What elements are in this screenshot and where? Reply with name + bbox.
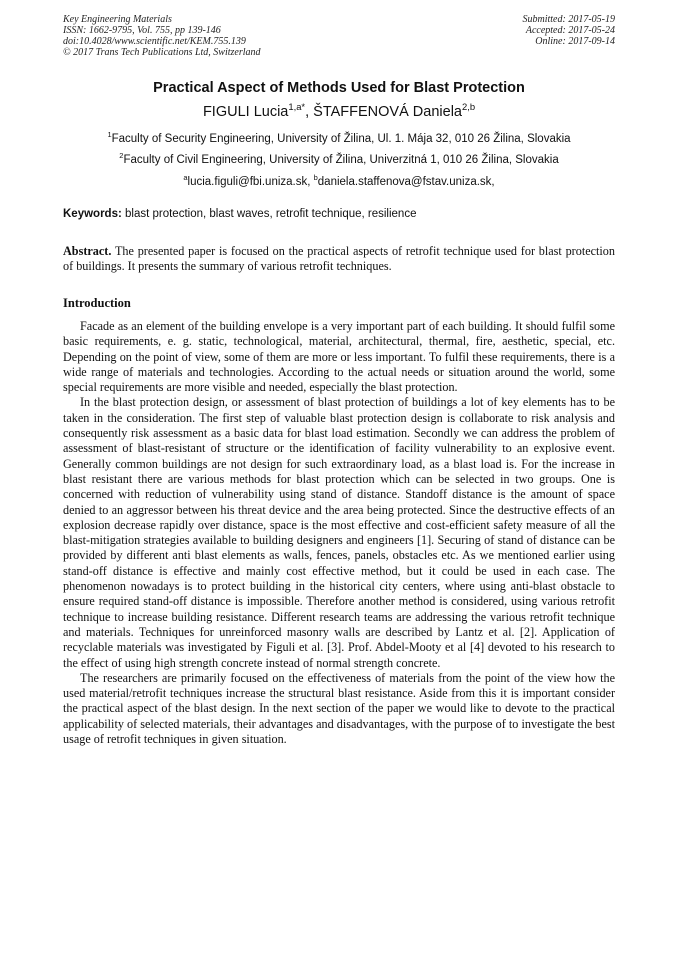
- emails: [0, 173, 678, 188]
- affiliation-2-sup: 2: [119, 151, 124, 161]
- online-date: Online: 2017-09-14: [535, 36, 615, 47]
- email-a-sup: a: [183, 173, 188, 183]
- paragraph: The researchers are primarily focused on the effectiveness of materials from the point of the view how the used material/retrofit techniques increase the structural blast resistance. Aside from this it is important consider the practical aspect of the blast design. In the next section of the paper we would like to devote to the practical applicability of selected materials, their advantages and disadvantages, with the purpose of to investigate the best usage of retrofit techniques in given situation.: [63, 670, 615, 747]
- email-b-sup: b: [313, 173, 318, 183]
- author-2-sup: 2,b: [461, 101, 476, 113]
- abstract-label: Abstract.: [63, 244, 112, 258]
- author-1-sup: 1,a*: [288, 101, 306, 113]
- journal-doi[interactable]: doi:10.4028/www.scientific.net/KEM.755.139: [63, 36, 246, 47]
- author-1: FIGULI Lucia: [202, 104, 289, 120]
- email-b[interactable]: daniela.staffenova@fstav.uniza.sk,: [317, 176, 495, 188]
- keywords-text: blast protection, blast waves, retrofit technique, resilience: [121, 208, 417, 220]
- section-heading-introduction: Introduction: [63, 296, 131, 310]
- affiliation-2-text: Faculty of Civil Engineering, University of Žilina, Univerzitná 1, 010 26 Žilina, Slovakia: [123, 154, 559, 166]
- paper-title: Practical Aspect of Methods Used for Blast Protection: [153, 80, 525, 96]
- affiliation-1-sup: 1: [107, 130, 112, 140]
- journal-issn: ISSN: 1662-9795, Vol. 755, pp 139-146: [63, 25, 221, 36]
- accepted-date: Accepted: 2017-05-24: [525, 25, 615, 36]
- introduction-body: [63, 319, 615, 747]
- paragraph: In the blast protection design, or assessment of blast protection of buildings a lot of key elements has to be taken in the consideration. The first step of valuable blast protection design is collaborate to risk analysis and consequently risk assessment as a basic data for blast load estimation. Secondly we can address the problem of assessment of blast-resistant of structure or the identification of facility vulnerability to an explosive event. Generally common buildings are not design for such extraordinary load, as a blast load is. For the increase in blast resistant there are various methods for blast protection which can be selected in two groups. One is concerned with reduction of vulnerability using stand of distance. Standoff distance is the amount of space denied to an aggressor between his threat device and the area being protected. Since the destructive effects of an explosion decrease rapidly over distance, space is the most effective and cost-efficient safety measure of all the blast-mitigation strategies available to building designers and engineers [1]. Securing of stand of distance can be provided by different anti blast elements as walls, fences, panels, obstacles etc. As we mentioned earlier using stand-off distance is effective and mainly cost effective method, but it could be used in each case. The phenomenon nowadays is to protect building in the historical city centers, where using anti-blast obstacle to ensure required stand-off distance is impossible. Therefore another method is considered, using various retrofit technique to increase building resistance. Different research teams are addressing the various retrofit technique and materials. Techniques for unreinforced masonry walls are described by Lantz et al. [2]. Application of recyclable materials was investigated by Figuli et al. [3]. Prof. Abdel-Mooty et al [4] devoted to his research to the effect of using high strength concrete instead of normal strength concrete.: [63, 395, 615, 670]
- keywords-label: Keywords:: [63, 208, 122, 220]
- email-a[interactable]: lucia.figuli@fbi.uniza.sk,: [187, 176, 314, 188]
- keywords: [63, 208, 623, 220]
- dates-header: [523, 14, 616, 47]
- affiliation-2: [0, 151, 678, 166]
- author-separator: ,: [305, 104, 314, 120]
- affiliation-1: [0, 130, 678, 145]
- author-line: [0, 101, 678, 120]
- journal-name: Key Engineering Materials: [63, 14, 172, 25]
- journal-copyright: © 2017 Trans Tech Publications Ltd, Switzerland: [63, 47, 261, 58]
- affiliation-1-text: Faculty of Security Engineering, University of Žilina, Ul. 1. Mája 32, 010 26 Žilina, Slovakia: [111, 133, 571, 145]
- submitted-date: Submitted: 2017-05-19: [522, 14, 615, 25]
- abstract: [63, 244, 615, 275]
- paragraph: Facade as an element of the building envelope is a very important part of each building. It should fulfil some basic requirements, e. g. static, technological, material, architectural, thermal, fire, aesthetic, special, etc. Depending on the point of view, some of them are more or less important. To fulfil these requirements, there is a wide range of materials and technologies. According to the actual needs or situation around the world, some special requirements are more visible and needed, especially the blast protection.: [63, 319, 615, 395]
- journal-header: [63, 14, 261, 58]
- author-2: ŠTAFFENOVÁ Daniela: [313, 104, 462, 120]
- abstract-text: The presented paper is focused on the practical aspects of retrofit technique used for blast protection of buildings. It presents the summary of various retrofit techniques.: [63, 244, 615, 274]
